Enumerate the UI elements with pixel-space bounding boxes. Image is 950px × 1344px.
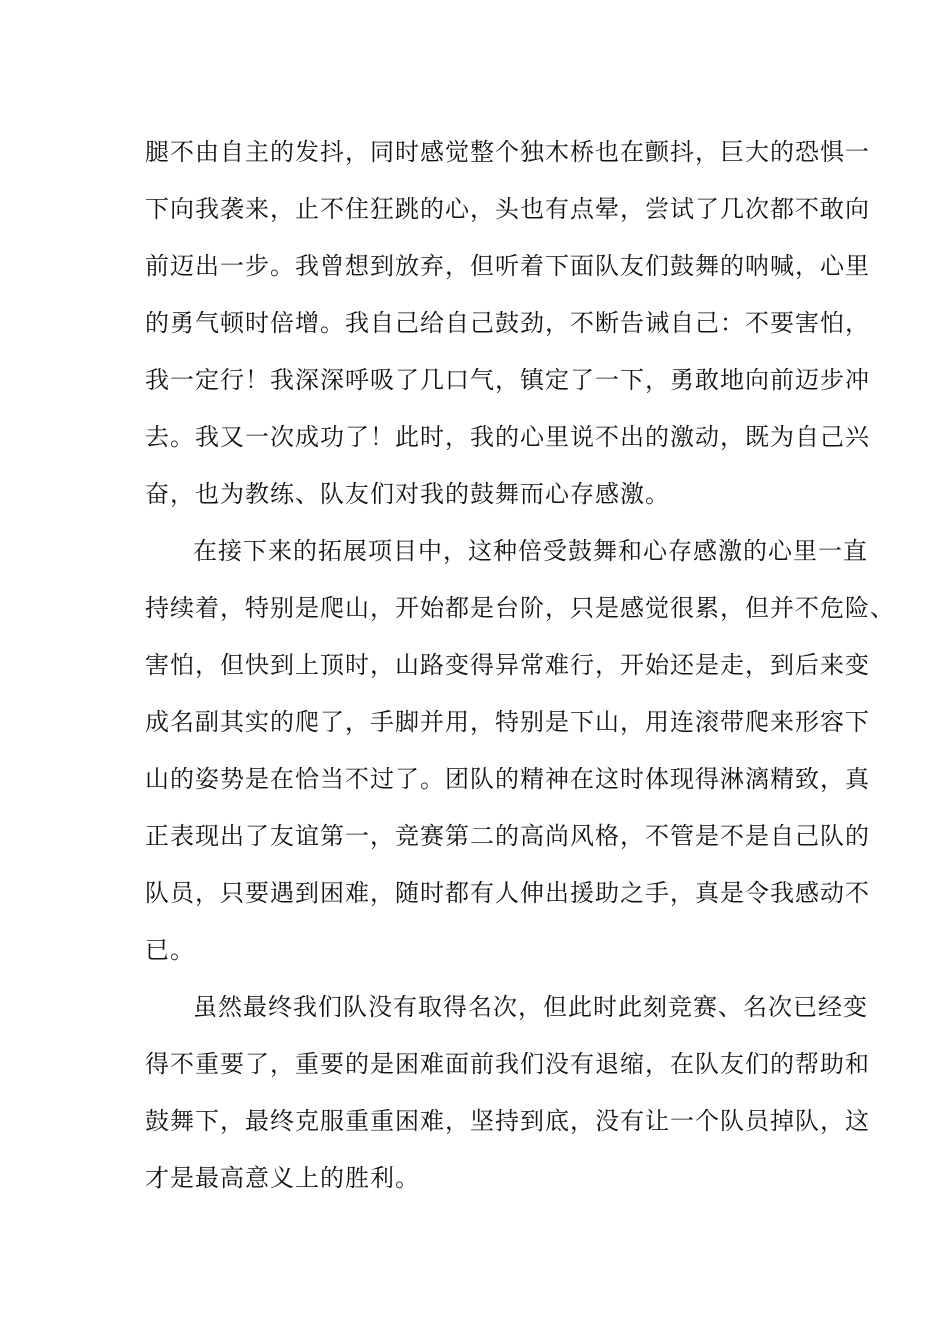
- text-line: 才是最高意义上的胜利。: [145, 1164, 420, 1192]
- text-line: 奋，也为教练、队友们对我的鼓舞而心存感激。: [145, 480, 670, 508]
- text-line: 前迈出一步。我曾想到放弃，但听着下面队友们鼓舞的呐喊，心里: [145, 252, 870, 280]
- text-line: 得不重要了，重要的是困难面前我们没有退缩，在队友们的帮助和: [145, 1050, 870, 1078]
- text-line: 的勇气顿时倍增。我自己给自己鼓劲，不断告诫自己：不要害怕，: [145, 309, 870, 337]
- text-line: 持续着，特别是爬山，开始都是台阶，只是感觉很累，但并不危险、: [145, 594, 895, 622]
- paragraph-first-line: 虽然最终我们队没有取得名次，但此时此刻竞赛、名次已经变: [193, 993, 868, 1021]
- text-line: 正表现出了友谊第一，竞赛第二的高尚风格，不管是不是自己队的: [145, 822, 870, 850]
- text-line: 山的姿势是在恰当不过了。团队的精神在这时体现得淋漓精致，真: [145, 765, 870, 793]
- text-line: 已。: [145, 936, 195, 964]
- text-line: 害怕，但快到上顶时，山路变得异常难行，开始还是走，到后来变: [145, 651, 870, 679]
- text-line: 我一定行！我深深呼吸了几口气，镇定了一下，勇敢地向前迈步冲: [145, 366, 870, 394]
- text-line: 队员，只要遇到困难，随时都有人伸出援助之手，真是令我感动不: [145, 879, 870, 907]
- paragraph-first-line: 在接下来的拓展项目中，这种倍受鼓舞和心存感激的心里一直: [193, 537, 868, 565]
- text-line: 腿不由自主的发抖，同时感觉整个独木桥也在颤抖，巨大的恐惧一: [145, 138, 870, 166]
- text-line: 鼓舞下，最终克服重重困难，坚持到底，没有让一个队员掉队，这: [145, 1107, 870, 1135]
- text-line: 下向我袭来，止不住狂跳的心，头也有点晕，尝试了几次都不敢向: [145, 195, 870, 223]
- text-line: 成名副其实的爬了，手脚并用，特别是下山，用连滚带爬来形容下: [145, 708, 870, 736]
- text-line: 去。我又一次成功了！此时，我的心里说不出的激动，既为自己兴: [145, 423, 870, 451]
